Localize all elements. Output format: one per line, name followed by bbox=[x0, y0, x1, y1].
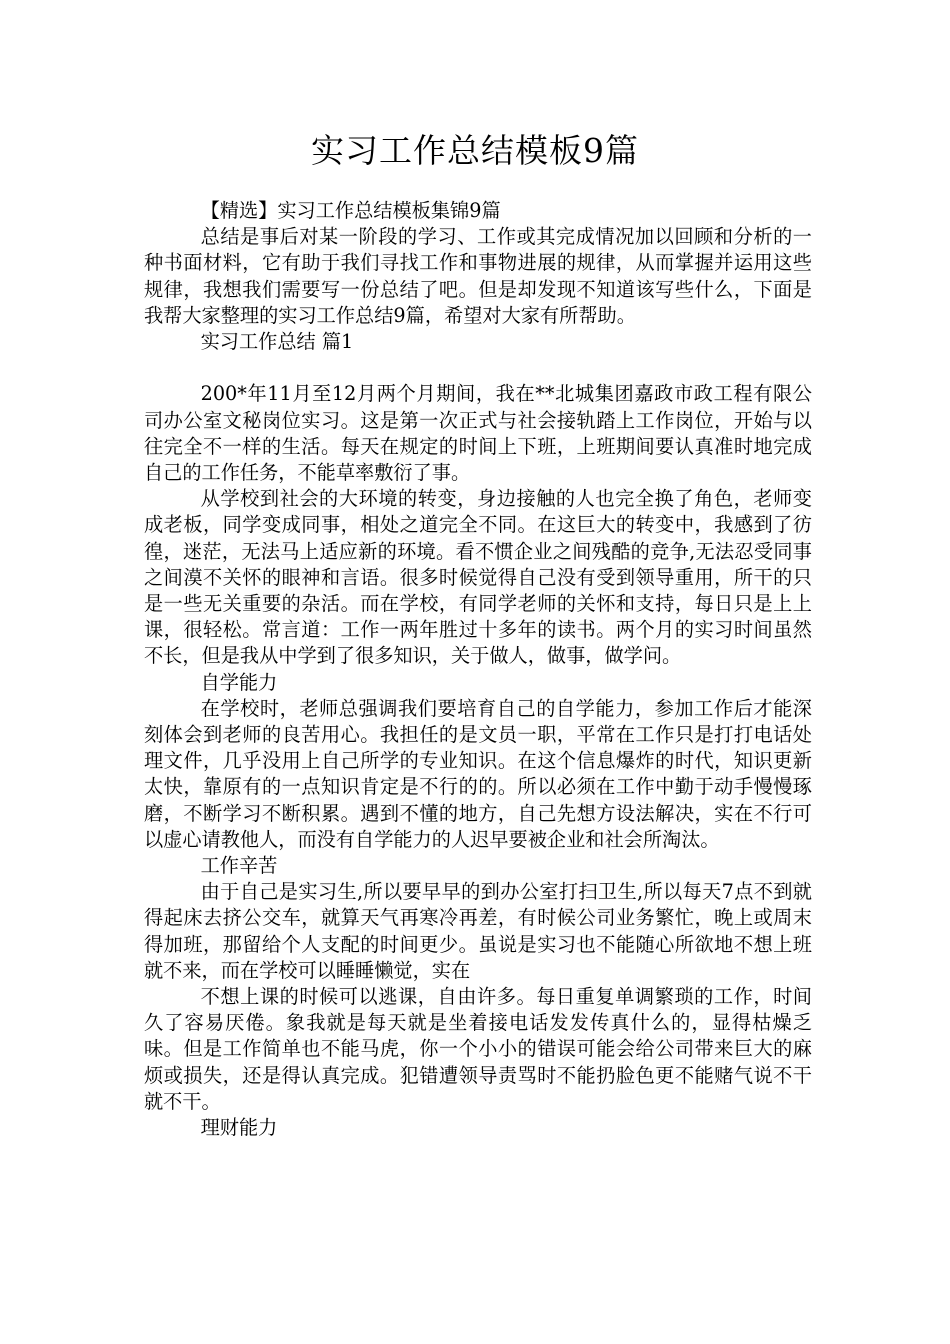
intro-heading: 【精选】实习工作总结模板集锦9篇 bbox=[200, 199, 501, 222]
body-paragraph: 在学校时，老师总强调我们要培育自己的自学能力，参加工作后才能深刻体会到老师的良苦用心。我担任的是文员一职，平常在工作只是打打电话处理文件，几乎没用上自己所学的专业知识。在这个信息爆炸的时代，知识更新太快，靠原有的一点知识肯定是不行的的。所以必须在工作中勤于动手慢慢琢磨，不断学习不断积累。遇到不懂的地方，自己先想方设法解决，实在不行可以虚心请教他人，而没有自学能力的人迟早要被企业和社会所淘汰。 bbox=[144, 696, 812, 851]
subheading-hard-work: 工作辛苦 bbox=[200, 854, 278, 878]
document-title: 实习工作总结模板9篇 bbox=[311, 131, 639, 170]
subheading-finance: 理财能力 bbox=[200, 1116, 278, 1140]
document-body bbox=[144, 198, 812, 1141]
body-paragraph: 不想上课的时候可以逃课，自由许多。每日重复单调繁琐的工作，时间久了容易厌倦。象我就是每天就是坐着接电话发发传真什么的，显得枯燥乏味。但是工作简单也不能马虎，你一个小小的错误可能会给公司带来巨大的麻烦或损失，还是得认真完成。犯错遭领导责骂时不能扔脸色更不能赌气说不干就不干。 bbox=[144, 985, 812, 1113]
blank-line bbox=[144, 355, 812, 381]
body-paragraph: 200*年11月至12月两个月期间，我在**北城集团嘉政市政工程有限公司办公室文秘岗位实习。这是第一次正式与社会接轨踏上工作岗位，开始与以往完全不一样的生活。每天在规定的时间上下班，上班期间要认真准时地完成自己的工作任务，不能草率敷衍了事。 bbox=[144, 382, 812, 485]
subheading-self-study: 自学能力 bbox=[200, 670, 278, 694]
section-heading-1: 实习工作总结 篇1 bbox=[200, 330, 354, 354]
body-paragraph: 从学校到社会的大环境的转变，身边接触的人也完全换了角色，老师变成老板，同学变成同事，相处之道完全不同。在这巨大的转变中，我感到了彷徨，迷茫，无法马上适应新的环境。看不惯企业之间残酷的竞争,无法忍受同事之间漠不关怀的眼神和言语。很多时候觉得自己没有受到领导重用，所干的只是一些无关重要的杂活。而在学校，有同学老师的关怀和支持，每日只是上上课，很轻松。常言道：工作一两年胜过十多年的读书。两个月的实习时间虽然不长，但是我从中学到了很多知识，关于做人，做事，做学问。 bbox=[144, 487, 812, 668]
intro-paragraph: 总结是事后对某一阶段的学习、工作或其完成情况加以回顾和分析的一种书面材料，它有助于我们寻找工作和事物进展的规律，从而掌握并运用这些规律，我想我们需要写一份总结了吧。但是却发现不知道该写些什么，下面是我帮大家整理的实习工作总结9篇，希望对大家有所帮助。 bbox=[144, 225, 812, 327]
body-paragraph: 由于自己是实习生,所以要早早的到办公室打扫卫生,所以每天7点不到就得起床去挤公交车，就算天气再寒冷再差，有时候公司业务繁忙，晚上或周末得加班，那留给个人支配的时间更少。虽说是实习也不能随心所欲地不想上班就不来，而在学校可以睡睡懒觉，实在 bbox=[144, 880, 812, 982]
